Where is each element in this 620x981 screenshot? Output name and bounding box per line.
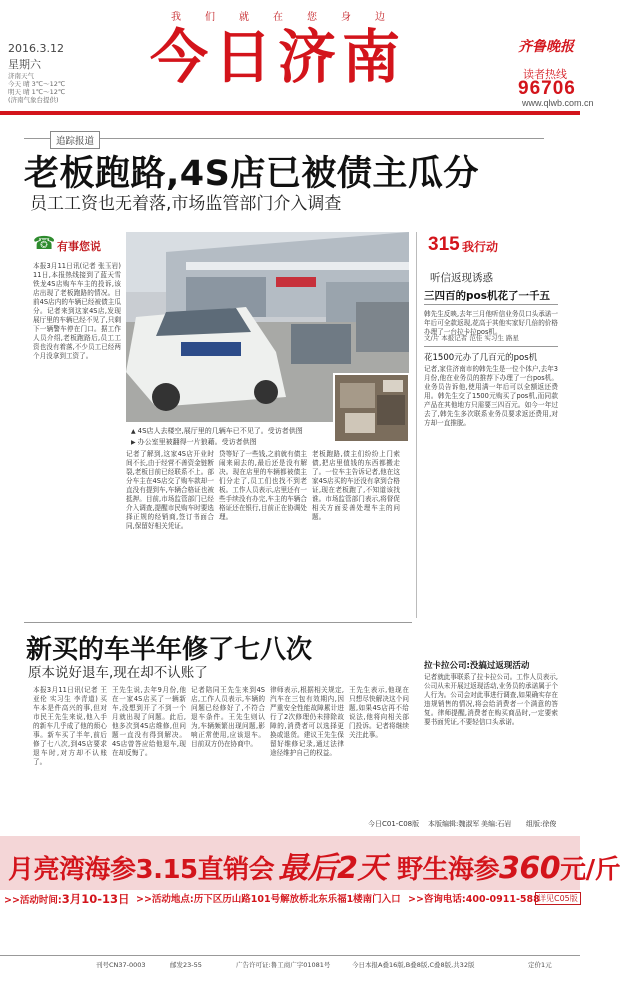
sidebar-body-1: 记者,家住济南市的韩先生是一位个体户,去年3月份,他在业务员的推荐下办理了一台pos机。业务员告诉他,使用满一年后可以全额返还费用。韩先生交了1500元购买了pos机,而同款产品在其他地方只需要三四百元。如今一年过去了,韩先生多次联系业务员要求返还费用,对方却一直推脱。 (424, 365, 558, 427)
kicker-label: 追踪报道 (50, 131, 100, 149)
sidebar-subhead-2: 拉卡拉公司:没搞过返现活动 (424, 661, 530, 671)
second-headline[interactable]: 新买的车半年修了七八次 (26, 635, 313, 665)
lead-subhead: 员工工资也无着落,市场监管部门介入调查 (30, 194, 342, 214)
triangle-icon: ▲ (131, 428, 136, 435)
website-link[interactable]: www.qlwb.com.cn (522, 98, 594, 108)
weather-title: 济南天气 (8, 72, 34, 80)
second-body-col4: 律师表示,根据相关规定,汽车在三包有效期内,因严重安全性能故障累计进行了2次修理仍未排除故障的,消费者可以选择更换或退货。建议王先生保留好维修记录,通过法律途径维护自己的权益。 (270, 686, 344, 757)
hotline-label: 读者热线 (523, 68, 567, 81)
ad-days-left: 最后2天 (278, 851, 388, 886)
ad-license: 广告许可证:鲁工商广字01081号 (236, 961, 331, 969)
ad-time (4, 891, 130, 907)
weather-tomorrow: 明天 晴 1℃～12℃ (8, 88, 66, 96)
ad-phone-value: 400-0911-588 (465, 894, 540, 905)
ad-product: 野生海参 (397, 855, 500, 885)
page-editor: 本版编辑:魏淑军 (428, 820, 480, 828)
weather-box (8, 72, 93, 104)
second-subhead: 原本说好退车,现在却不认账了 (28, 665, 208, 681)
column-logo: 有事您说 (57, 240, 101, 253)
price: 定价1元 (528, 961, 552, 969)
sidebar-byline: 文/片 本报记者 范佳 实习生 路星 (424, 334, 519, 342)
ad-time-label: >>活动时间: (4, 895, 62, 906)
sidebar-body-2: 记者就此事联系了拉卡拉公司。工作人员表示,公司从未开展过返现活动,业务员的承诺属于个人行为。公司会对此事进行调查,如果确实存在违规销售的情况,将会给消费者一个满意的答复。律师提醒,消费者在购买商品时,一定要索要书面凭证,不要轻信口头承诺。 (424, 673, 558, 726)
photo-caption-inset-text: 办公室里被翻得一片狼藉。受访者供图 (137, 438, 257, 446)
second-body-col1: 本报3月11日讯(记者 王亚伦 实习生 李青道) 买车本是件高兴的事,但对市民王先生来说,他入手的新车几乎成了他的烦心事。新车买了半年,前后修了七八次,到4S店要求退车时,对方却不认账了。 (33, 686, 107, 766)
kicker-rule (24, 138, 544, 139)
ad-place-value: 历下区历山路101号解放桥北东乐福1楼南门入口 (193, 894, 401, 905)
page-section: 今日C01-C08版 (368, 820, 420, 828)
issue-date: 2016.3.12 (8, 42, 64, 55)
sidebar-divider (416, 232, 417, 618)
lead-body-col2: 记者了解到,这家4S店开业时间不长,由于经营不善资金链断裂,老板目前已经联系不上。部分车主在4S店交了购车款却一直没有提到车,车辆合格证也被抵押。目前,市场监管部门已经介入调查,提醒市民购车时要选择正规的经销商,签订书面合同,保留好相关凭证。 (126, 450, 214, 530)
ad-place-label: >>活动地点: (136, 894, 194, 905)
ad-price: 360 (499, 851, 561, 886)
page-count: 今日本报A叠16版,B叠8版,C叠8版,共32版 (352, 961, 475, 969)
ad-price-unit: 元/斤 (560, 855, 620, 885)
issn: 刊号CN37-0003 (96, 961, 146, 969)
lead-body-col4: 老板跑路,债主们纷纷上门索债,把店里值钱的东西都搬走了。一位车主告诉记者,他在这家4S店买的车还没有拿到合格证,现在老板跑了,不知道该找谁。市场监管部门表示,将督促相关方面妥善处理车主的问题。 (312, 450, 400, 521)
page-designer: 美编:石岩 (481, 820, 512, 828)
weather-today: 今天 晴 3℃～12℃ (8, 80, 66, 88)
issue-weekday: 星期六 (8, 58, 41, 71)
sidebar-title: 听信返现诱惑 (430, 272, 493, 284)
ad-place (136, 891, 401, 905)
office-photo-illustration (335, 375, 408, 441)
lead-body-col3: 贷等好了一些钱,之前就有债主闹来闹去的,最后还是没有解决。现在店里的车辆都被债主们分走了,员工们也找不到老板。工作人员表示,店里还有一些手续没有办完,车主的车辆合格证还在银行,目前正在协调处理。 (219, 450, 307, 521)
sidebar-subhead-1: 花1500元办了几百元的pos机 (424, 353, 538, 363)
sidebar-rule-2 (424, 346, 558, 347)
ad-time-value: 3月10-13日 (61, 892, 130, 906)
consumer-day-slogan: 我行动 (462, 240, 499, 254)
hotline-number: 96706 (518, 78, 576, 99)
masthead-divider (0, 111, 580, 115)
sidebar-rule (424, 304, 558, 305)
story-divider (24, 622, 412, 623)
ad-event-name: 月亮湾海参3.15直销会 (8, 855, 275, 885)
ad-page-ref[interactable]: 详见C05版 (535, 892, 581, 905)
postal-code: 邮发23-55 (170, 961, 202, 969)
brand-logo: 齐鲁晚报 (518, 39, 574, 55)
bottom-rule (0, 955, 580, 956)
photo-caption-main (131, 426, 303, 436)
sidebar-intro: 韩先生反映,去年三月他听信业务员口头承诺一年后可全款返现,花高于其他实家好几倍的价格办理了一台拉卡拉pos机。 (424, 310, 558, 336)
photo-caption-main-text: 4S店人去楼空,展厅里的几辆车已不见了。受访者供图 (137, 427, 303, 435)
ad-headline[interactable] (8, 843, 620, 887)
speech-bubble-icon: ☎ (33, 233, 56, 254)
lead-headline[interactable]: 老板跑路,4S店已被债主瓜分 (24, 154, 479, 194)
photo-caption-inset (131, 437, 257, 447)
consumer-day-logo (428, 234, 460, 256)
weather-source: (济南气象台提供) (8, 96, 59, 104)
consumer-day-number: 315 (428, 234, 460, 255)
ad-phone[interactable] (408, 891, 540, 905)
second-body-col2: 王先生说,去年9月份,他在一家4S店买了一辆新车,没想到开了不到一个月就出现了问题。此后,他多次到4S店维修,但问题一直没有得到解决。4S店曾答应给他退车,现在却反悔了。 (112, 686, 186, 757)
masthead-title: 今日济南 (150, 23, 407, 91)
second-body-col5: 王先生表示,他现在只想尽快解决这个问题,如果4S店再不给说法,他将向相关部门投诉。记者将继续关注此事。 (349, 686, 409, 739)
page-proofreader: 组版:徐俊 (526, 820, 557, 828)
masthead-slogan: 我们就在您身边 (171, 12, 409, 23)
sidebar-headline[interactable]: 三四百的pos机花了一千五 (424, 290, 550, 302)
ad-phone-label: >>咨询电话: (408, 894, 466, 905)
second-body-col3: 记者陪同王先生来到4S店,工作人员表示,车辆的问题已经修好了,不符合退车条件。王先生则认为,车辆频繁出现问题,影响正常使用,应该退车。目前双方仍在协商中。 (191, 686, 265, 748)
lead-body-col1: 本报3月11日讯(记者 张玉岩) 11日,本报热线接到了蓝天雪铁龙4S店购车车主的投诉,该店出现了老板跑路的情况。目前4S店内的车辆已经被债主瓜分。记者来到这家4S店,发现展厅里的车辆已经不见了,只剩下一辆警车停在门口。据工作人员介绍,老板跑路后,员工工资也没有着落,不少员工已经两个月没拿到工资了。 (33, 262, 121, 360)
triangle-icon: ▶ (131, 439, 136, 446)
lead-photo-office (333, 373, 410, 443)
